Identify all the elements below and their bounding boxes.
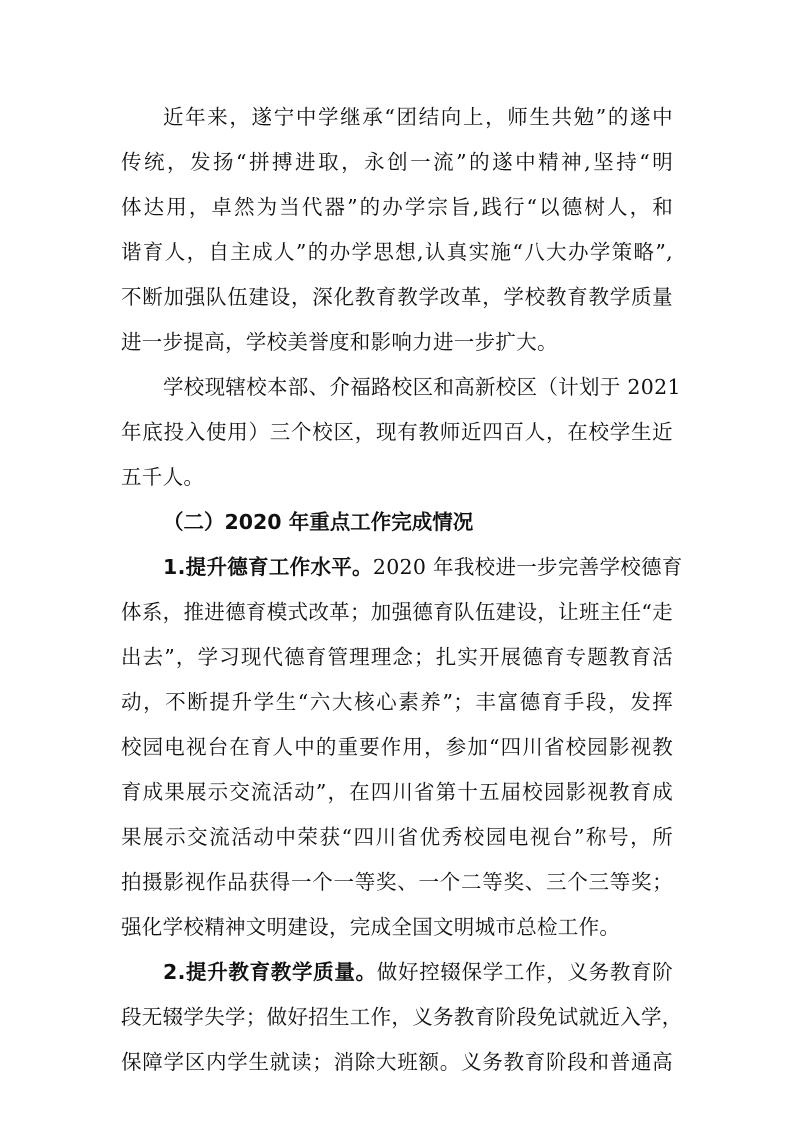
- paragraph-line: 保障学区内学生就读；消除大班额。义务教育阶段和普通高: [121, 1050, 673, 1074]
- paragraph-line: 校园电视台在育人中的重要作用，参加“四川省校园影视教: [121, 735, 673, 759]
- paragraph-line: 强化学校精神文明建设，完成全国文明城市总检工作。: [121, 915, 621, 939]
- item-text: 2020 年我校进一步完善学校德育: [372, 555, 683, 579]
- paragraph-line: 段无辍学失学；做好招生工作，义务教育阶段免试就近入学，: [121, 1005, 683, 1029]
- paragraph-line: 不断加强队伍建设，深化教育教学改革，学校教育教学质量: [121, 285, 673, 309]
- section-heading: （二）2020 年重点工作完成情况: [163, 510, 474, 534]
- paragraph-line: 体达用，卓然为当代器”的办学宗旨,践行“以德树人，和: [121, 195, 673, 219]
- paragraph-line: 体系，推进德育模式改革；加强德育队伍建设，让班主任“走: [121, 600, 673, 624]
- paragraph-line: 年底投入使用）三个校区，现有教师近四百人，在校学生近: [121, 420, 673, 444]
- paragraph-line: 谐育人，自主成人”的办学思想,认真实施“八大办学策略”,: [121, 240, 673, 264]
- paragraph-line: 出去”，学习现代德育管理理念；扎实开展德育专题教育活: [121, 645, 673, 669]
- item-title: 1.提升德育工作水平。: [163, 555, 373, 579]
- paragraph-line: 果展示交流活动中荣获“四川省优秀校园电视台”称号，所: [121, 825, 673, 849]
- paragraph-line: 学校现辖校本部、介福路校区和高新校区（计划于 2021: [163, 375, 681, 399]
- paragraph-line: 育成果展示交流活动”，在四川省第十五届校园影视教育成: [121, 780, 673, 804]
- item-first-line: [163, 553, 683, 581]
- paragraph-line: 动，不断提升学生“六大核心素养”；丰富德育手段，发挥: [121, 690, 673, 714]
- paragraph-line: 拍摄影视作品获得一个一等奖、一个二等奖、三个三等奖；: [121, 870, 673, 894]
- paragraph-line: 近年来，遂宁中学继承“团结向上，师生共勉”的遂中: [163, 105, 673, 129]
- paragraph-line: 五千人。: [121, 465, 205, 489]
- item-title: 2.提升教育教学质量。: [163, 960, 377, 984]
- paragraph-line: 进一步提高，学校美誉度和影响力进一步扩大。: [121, 330, 558, 354]
- item-first-line: [163, 958, 673, 986]
- item-text: 做好控辍保学工作，义务教育阶: [376, 960, 674, 984]
- paragraph-line: 传统，发扬“拼搏进取，永创一流”的遂中精神,坚持“明: [121, 150, 673, 174]
